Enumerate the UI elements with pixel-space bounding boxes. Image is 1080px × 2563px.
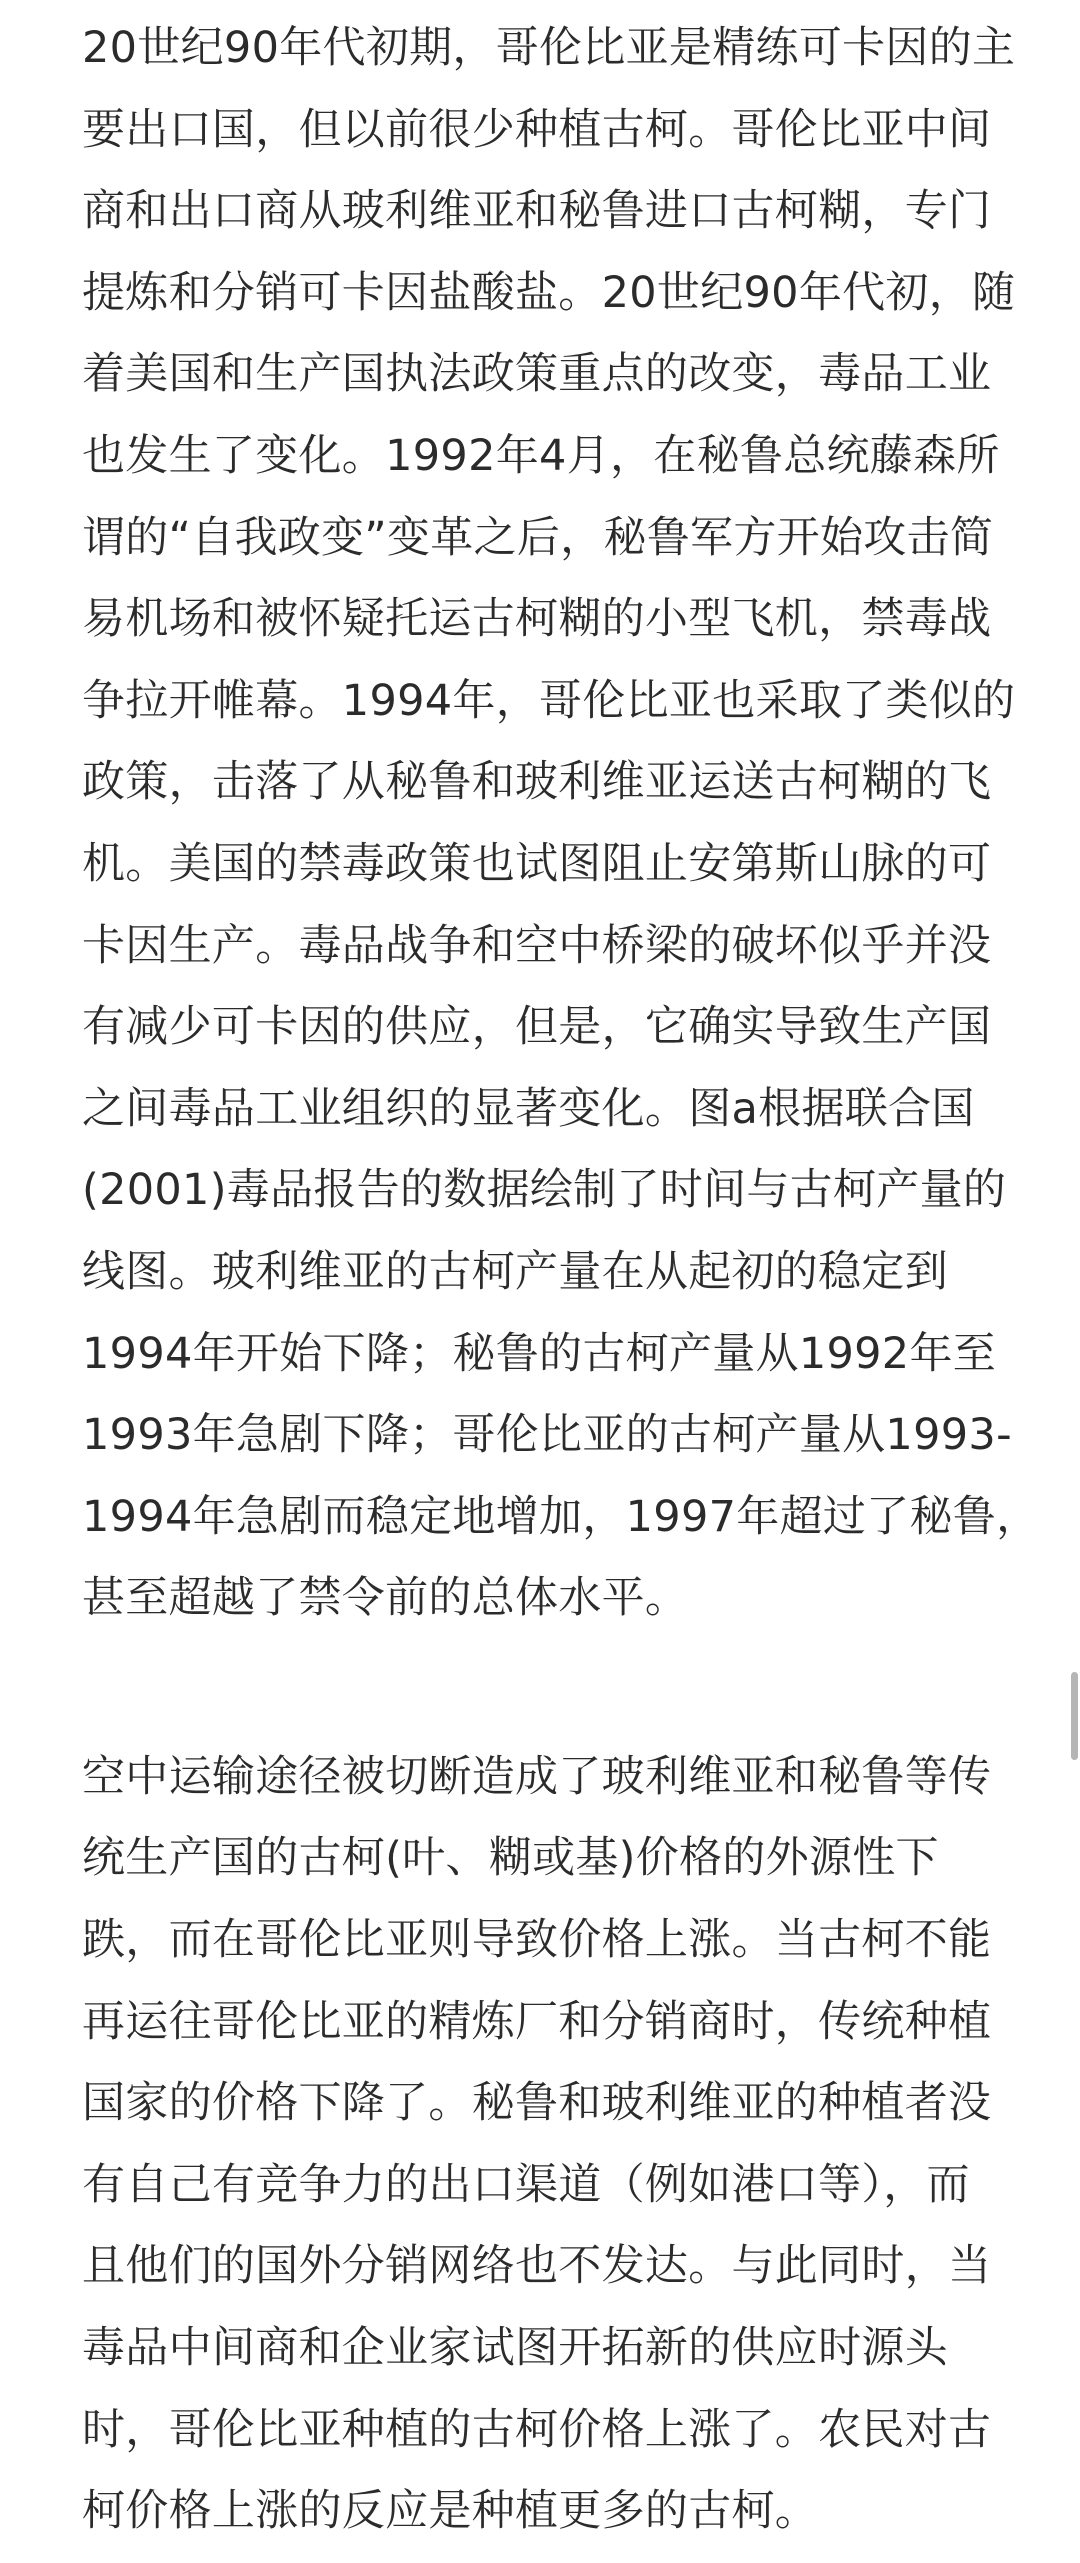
text-line: 谓的“自我政变”变革之后，秘鲁军方开始攻击简	[82, 512, 994, 563]
text-line: 毒品中间商和企业家试图开拓新的供应时源头	[82, 2323, 948, 2374]
paragraph-2	[82, 1737, 1012, 2553]
text-line: 再运往哥伦比亚的精炼厂和分销商时，传统种植	[82, 1996, 992, 2047]
text-line: 之间毒品工业组织的显著变化。图a根据联合国	[82, 1083, 975, 1134]
text-line: 统生产国的古柯(叶、糊或基)价格的外源性下	[82, 1833, 939, 1884]
article-body	[82, 0, 1040, 2553]
text-line: 有减少可卡因的供应，但是，它确实导致生产国	[82, 1002, 992, 1053]
text-line: 1993年急剧下降；哥伦比亚的古柯产量从1993-	[82, 1410, 1012, 1461]
text-line: 商和出口商从玻利维亚和秘鲁进口古柯糊，专门	[82, 186, 992, 237]
text-line: 线图。玻利维亚的古柯产量在从起初的稳定到	[82, 1246, 948, 1297]
text-line: 也发生了变化。1992年4月，在秘鲁总统藤森所	[82, 430, 1000, 481]
scrollbar-thumb[interactable]	[1071, 1672, 1078, 1760]
text-line: 要出口国，但以前很少种植古柯。哥伦比亚中间	[82, 104, 992, 155]
text-line: 政策，击落了从秘鲁和玻利维亚运送古柯糊的飞	[82, 757, 992, 808]
text-line: 时，哥伦比亚种植的古柯价格上涨了。农民对古	[82, 2404, 992, 2455]
text-line: 1994年开始下降；秘鲁的古柯产量从1992年至	[82, 1328, 997, 1379]
text-line: (2001)毒品报告的数据绘制了时间与古柯产量的	[82, 1165, 1007, 1216]
text-line: 20世纪90年代初期，哥伦比亚是精练可卡因的主	[82, 23, 1016, 73]
text-line: 空中运输途径被切断造成了玻利维亚和秘鲁等传	[82, 1751, 992, 1802]
paragraph-1	[82, 0, 1040, 1640]
text-line: 国家的价格下降了。秘鲁和玻利维亚的种植者没	[82, 2078, 992, 2129]
text-line: 易机场和被怀疑托运古柯糊的小型飞机，禁毒战	[82, 594, 992, 645]
text-line: 提炼和分销可卡因盐酸盐。20世纪90年代初，随	[82, 267, 1016, 318]
text-line: 着美国和生产国执法政策重点的改变，毒品工业	[82, 349, 992, 400]
text-line: 柯价格上涨的反应是种植更多的古柯。	[82, 2486, 819, 2537]
text-line: 有自己有竞争力的出口渠道（例如港口等），而	[82, 2159, 970, 2210]
text-line: 机。美国的禁毒政策也试图阻止安第斯山脉的可	[82, 838, 992, 889]
text-line: 争拉开帷幕。1994年，哥伦比亚也采取了类似的	[82, 675, 1016, 726]
text-line: 且他们的国外分销网络也不发达。与此同时，当	[82, 2241, 992, 2292]
text-line: 1994年急剧而稳定地增加，1997年超过了秘鲁，	[82, 1491, 1040, 1542]
text-line: 卡因生产。毒品战争和空中桥梁的破坏似乎并没	[82, 920, 992, 971]
text-line: 跌，而在哥伦比亚则导致价格上涨。当古柯不能	[82, 1915, 992, 1966]
text-line: 甚至超越了禁令前的总体水平。	[82, 1573, 689, 1624]
